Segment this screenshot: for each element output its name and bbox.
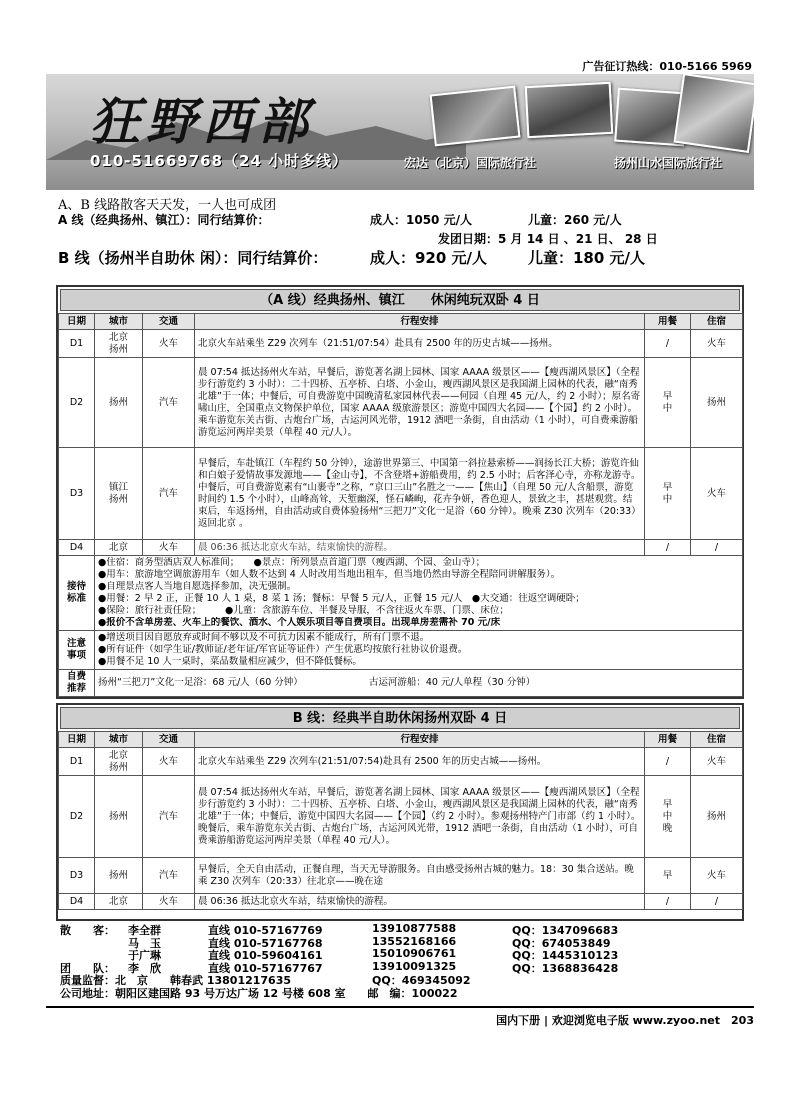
city-cell: 北京 [95,894,143,910]
scenery-photo [525,82,614,138]
contact-role: 散 客： [60,924,115,937]
header-city: 城市 [95,314,143,330]
transport-cell: 汽车 [143,358,195,448]
stay-cell: / [691,540,743,556]
day-cell: D4 [59,540,95,556]
brand-logo: 狂野西部 [90,92,314,151]
header-plan: 行程安排 [195,314,645,330]
header-date: 日期 [59,732,95,748]
day-cell: D3 [59,858,95,894]
note-item: ●增送项目因自愿放弃或时间不够以及不可抗力因素不能成行，所有门票不退。 [98,632,430,643]
line-b-label: B 线（扬州半自助休 闲）：同行结算价： [58,249,328,267]
plan-cell: 北京火车站乘坐 Z29 次列车（21:51/07:54）赴具有 2500 年的历史古城——扬州。 [195,330,645,358]
contact-name: 李全群 [128,924,161,937]
line-a-price-row [58,211,748,228]
table-row [59,776,743,858]
line-b-child-price: 儿童：180 元/人 [528,249,646,267]
contact-mobile: 15010906761 [372,947,457,960]
day-cell: D3 [59,448,95,540]
transport-cell: 火车 [143,540,195,556]
contact-line: 直线 010-57167769 [208,924,323,937]
standard-item: ●住宿：商务型酒店双人标准间； ●景点：所列景点首道门票（瘦西湖、个园、金山寺）； [98,557,486,568]
meal-cell: 早 中 [645,358,691,448]
city-cell: 北京 扬州 [95,330,143,358]
contact-role: 团 队： [60,961,115,975]
contact-row [60,935,750,948]
contact-qq: QQ：1445310123 [512,949,619,962]
contact-line: 直线 010-59604161 [208,949,323,962]
plan-cell: 晨 06:36 抵达北京火车站，结束愉快的游程。 [195,540,645,556]
transport-cell: 火车 [143,894,195,910]
contact-qq: QQ：1347096683 [512,924,619,937]
line-a-section [56,285,744,699]
ad-hotline: 广告征订热线：010-5166 5969 [582,60,752,73]
price-intro [58,194,748,267]
footer-text: 国内下册 | 欢迎浏览电子版 www.zyoo.net 203 [496,1014,754,1027]
slogan: A、B 线路散客天天发，一人也可成团 [58,198,277,213]
quality-supervisor: 质量监督：北 京 韩春武 13801217635 [60,974,292,987]
plan-cell: 早餐后，全天自由活动，正餐自理，当天无导游服务。自由感受扬州古城的魅力。18：30 集合送站。晚乘 Z30 次列车（20:33）往北京——晚在途 [195,858,645,894]
city-cell: 扬州 [95,358,143,448]
line-b-price-row [58,247,748,267]
optional-row [59,670,743,697]
optional-content [95,670,743,697]
notes-content [95,631,743,670]
meal-cell: 早 中 [645,448,691,540]
notes-label: 注意 事项 [59,631,95,670]
line-a-itinerary-table [58,313,743,697]
header-meal: 用餐 [645,732,691,748]
line-b-itinerary-table [58,731,743,910]
optional-item: 古运河游船：40 元/人单程（30 分钟） [368,677,536,688]
quality-qq: QQ：469345092 [372,974,471,987]
plan-cell: 晨 07:54 抵达扬州火车站，早餐后，游览著名湖上园林、国家 AAAA 级景区——【瘦西湖风景区】（全程步行游览约 3 小时）：二十四桥、五亭桥、白塔、小金山，瘦西湖风景区是我国湖上园林的代表，融“南秀北雄”于一体；中餐后，游览中国四大名园——【个园】（约 2 小时）。参观扬州特产门市部（约 1 小时）。晚餐后，乘车游览东关古街、古炮台广场，古运河风光带，1912 酒吧一条街，自由活动（1 小时），可自费乘游船游览运河两岸美景（单程 40 元/人）。 [195,776,645,858]
header-meal: 用餐 [645,314,691,330]
header-transport: 交通 [143,314,195,330]
standard-item: ●用车：旅游地空调旅游用车（如人数不达到 4 人时改用当地出租车，但当地仍然由导游全程陪同讲解服务）。 [98,569,561,580]
page-footer [46,1006,754,1027]
stay-cell: 火车 [691,858,743,894]
header-stay: 住宿 [691,732,743,748]
city-cell: 北京 [95,540,143,556]
standard-item: ●报价不含单房差、火车上的餐饮、酒水、个人娱乐项目等自费项目。出现单房差需补 70 元/床 [98,617,501,628]
plan-cell: 早餐后，车赴镇江（车程约 50 分钟），途游世界第三、中国第一斜拉悬索桥——润扬长江大桥；游览许仙和白娘子爱情故事发源地——【金山寺】，不含登塔+游船费用，约 2.5 小时；后客泽心寺，亦称龙游寺。中餐后，可自费游览素有“山裹寺”之称，“京口三山”名胜之一——【焦山】（自理 50 元/人含船票，游览时间约 1.5 个小时），山峰高耸，天堑幽深，怪石嶙峋，花卉争妍，香色迎人，景致之丰，甚堪观赏。结束后，车返扬州，自由活动或自费体验扬州“三把刀”文化一足浴（60 分钟）。晚乘 Z30 次列车（20:33）返回北京 。 [195,448,645,540]
agency-name: 宏达（北京）国际旅行社 [404,156,537,170]
line-a-child-price: 儿童：260 元/人 [528,213,622,227]
table-header-row [59,314,743,330]
address-row [60,985,750,998]
header-transport: 交通 [143,732,195,748]
contact-mobile: 13910877588 [372,922,457,935]
header-banner [46,74,754,190]
contact-qq: QQ：1368836428 [512,961,619,975]
city-cell: 扬州 [95,776,143,858]
contact-mobile: 13552168166 [372,934,457,948]
standard-item: ●保险：旅行社责任险； ●儿童：含旅游车位、半餐及导服，不含往返火车票、门票、床位； [98,605,509,616]
day-cell: D1 [59,748,95,776]
plan-cell: 晨 07:54 抵达扬州火车站，早餐后，游览著名湖上园林、国家 AAAA 级景区——【瘦西湖风景区】（全程步行游览约 3 小时）：二十四桥、五亭桥、白塔、小金山，瘦西湖风景区是我国湖上园林的代表，融“南秀北雄”于一体；中餐后，可自费游览中国晚清私家园林代表——何园（自理 45 元/人，约 2 小时）；原名寄啸山庄，全国重点文物保护单位，国家 AAAA 级旅游景区；游览中国四大名园——【个园】约 2 小时）。乘车游览东关古街、古炮台广场，古运河风光带，1912 酒吧一条街，自由活动（1 小时），可自费乘游船游览运河两岸美景（单程 40 元/人）。 [195,358,645,448]
header-city: 城市 [95,732,143,748]
table-row [59,540,743,556]
scenery-photo [673,74,754,153]
contact-name: 马 玉 [128,936,161,950]
quality-row [60,972,750,985]
day-cell: D2 [59,358,95,448]
table-row [59,748,743,776]
table-row [59,894,743,910]
agency-name: 扬州山水国际旅行社 [614,156,723,170]
meal-cell: / [645,894,691,910]
standards-label: 接待 标准 [59,556,95,631]
scenery-photo [430,86,521,147]
table-row [59,330,743,358]
hotline-phone: 010-51669768（24 小时多线） [90,152,349,170]
day-cell: D4 [59,894,95,910]
contact-row [60,960,750,973]
standard-item: ●自理景点客人当地自愿选择参加，决无强制。 [98,581,297,592]
stay-cell: / [691,894,743,910]
plan-cell: 晨 06:36 抵达北京火车站，结束愉快的游程。 [195,894,645,910]
line-a-title: （A 线）经典扬州、镇江 休闲纯玩双卧 4 日 [60,289,740,311]
header-date: 日期 [59,314,95,330]
contact-name: 于广琳 [128,949,161,962]
table-row [59,448,743,540]
plan-cell: 北京火车站乘坐 Z29 次列车(21:51/07:54)赴具有 2500 年的历史古城——扬州。 [195,748,645,776]
transport-cell: 火车 [143,330,195,358]
optional-item: 扬州“三把刀”文化一足浴：68 元/人（60 分钟） [98,677,303,688]
meal-cell: / [645,330,691,358]
company-address: 公司地址：朝阳区建国路 93 号万达广场 12 号楼 608 室 邮 编：100022 [60,986,458,1000]
contact-name: 李 欣 [128,961,161,975]
stay-cell: 扬州 [691,776,743,858]
departure-dates: 发团日期：5 月 14 日 、21 日、 28 日 [438,232,658,246]
line-a-label: A 线（经典扬州、镇江）：同行结算价： [58,213,270,227]
meal-cell: 早 中 晚 [645,776,691,858]
meal-cell: / [645,540,691,556]
line-b-adult-price: 成人：920 元/人 [370,249,488,267]
stay-cell: 扬州 [691,358,743,448]
header-plan: 行程安排 [195,732,645,748]
contact-line: 直线 010-57167768 [208,936,323,950]
header-stay: 住宿 [691,314,743,330]
line-b-section [56,703,744,921]
day-cell: D1 [59,330,95,358]
contact-list [60,922,750,1000]
stay-cell: 火车 [691,448,743,540]
city-cell: 扬州 [95,858,143,894]
city-cell: 镇江 扬州 [95,448,143,540]
optional-label: 自费 推荐 [59,670,95,697]
city-cell: 北京 扬州 [95,748,143,776]
line-b-title: B 线：经典半自助休闲扬州双卧 4 日 [60,707,740,729]
meal-cell: / [645,748,691,776]
transport-cell: 汽车 [143,776,195,858]
contact-row [60,922,750,935]
standards-content [95,556,743,631]
contact-line: 直线 010-57167767 [208,961,323,975]
table-header-row [59,732,743,748]
line-a-adult-price: 成人：1050 元/人 [370,213,472,227]
stay-cell: 火车 [691,330,743,358]
standard-item: ●用餐：2 早 2 正，正餐 10 人 1 桌，8 菜 1 汤；餐标：早餐 5 元/人，正餐 15 元/人 ●大交通：往返空调硬卧； [98,593,585,604]
contact-row [60,947,750,960]
transport-cell: 汽车 [143,448,195,540]
departure-dates-row [58,228,748,247]
meal-cell: 早 [645,858,691,894]
contact-qq: QQ：674053849 [512,936,611,950]
day-cell: D2 [59,776,95,858]
note-item: ●用餐不足 10 人一桌时，菜品数量相应减少，但不降低餐标。 [98,656,362,667]
transport-cell: 火车 [143,748,195,776]
standards-row [59,556,743,631]
table-row [59,858,743,894]
transport-cell: 汽车 [143,858,195,894]
stay-cell: 火车 [691,748,743,776]
contact-mobile: 13910091325 [372,959,457,973]
table-row [59,358,743,448]
notes-row [59,631,743,670]
note-item: ●所有证件（如学生证/教师证/老年证/军官证等证件）产生优惠均按旅行社协议价退费。 [98,644,468,655]
